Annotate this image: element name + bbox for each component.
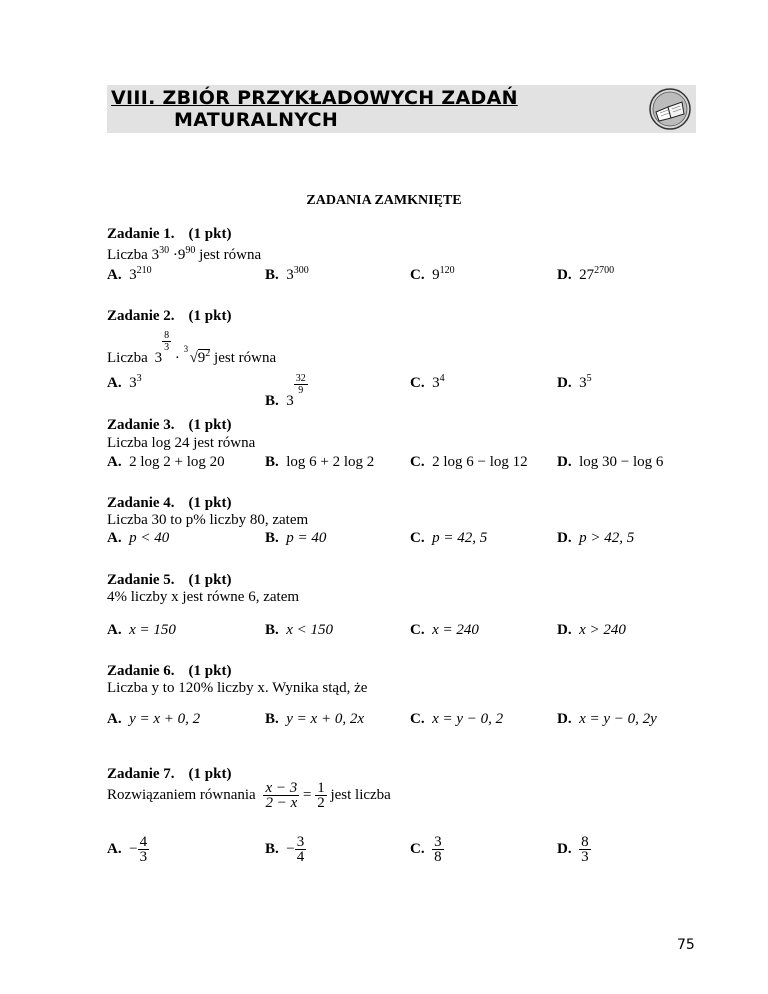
chapter-title-line1: VIII. ZBIÓR PRZYKŁADOWYCH ZADAŃ — [111, 87, 518, 109]
task-2-option-c: C. $3^4$ — [410, 373, 445, 391]
task-1-option-c: C. $9^{120}$ — [410, 265, 455, 283]
task-3-option-b: B. log 6 + 2 log 2 — [265, 454, 375, 470]
task-2-option-d: D. $3^5$ — [557, 373, 592, 391]
task-heading: Zadanie 2. — [107, 308, 175, 324]
section-title: ZADANIA ZAMKNIĘTE — [306, 193, 462, 208]
chapter-title-line2: MATURALNYCH — [174, 109, 339, 131]
task-4-heading — [107, 495, 231, 512]
task-points: (1 pkt) — [188, 495, 232, 511]
task-points: (1 pkt) — [188, 308, 232, 324]
task-4-option-d: D. p > 42, 5 — [557, 530, 635, 546]
open-book-icon — [648, 87, 692, 131]
chapter-banner — [107, 85, 696, 133]
task-points: (1 pkt) — [188, 663, 232, 679]
task-7-option-b: B. − $\frac{3}{4}$ — [265, 834, 305, 865]
task-2-question: Liczba 3 $\frac{8}{3}$ · 3 $√9^2$ jest równa — [107, 330, 277, 366]
task-6-option-d: D. x = y − 0, 2y — [557, 711, 657, 727]
task-points: (1 pkt) — [188, 766, 232, 782]
task-5-option-a: A. x = 150 — [107, 622, 176, 638]
task-heading: Zadanie 1. — [107, 226, 175, 242]
task-5-option-c: C. x = 240 — [410, 622, 479, 638]
task-4-question: Liczba 30 to p% liczby 80, zatem — [107, 512, 309, 528]
task-3-option-d: D. log 30 − log 6 — [557, 454, 664, 470]
page-number: 75 — [677, 937, 695, 953]
task-2-option-b: B. 3 $\frac{32}{9}$ — [265, 373, 306, 409]
task-5-heading — [107, 572, 231, 589]
task-6-heading — [107, 663, 231, 680]
task-6-option-a: A. y = x + 0, 2 — [107, 711, 201, 727]
task-3-heading — [107, 417, 231, 434]
task-7-option-d: D. $\frac{8}{3}$ — [557, 834, 589, 865]
task-7-option-a: A. − $\frac{4}{3}$ — [107, 834, 148, 865]
task-5-question: 4% liczby x jest równe 6, zatem — [107, 589, 300, 605]
task-4-option-c: C. p = 42, 5 — [410, 530, 488, 546]
task-1-option-a: A. $3^{210}$ — [107, 265, 152, 283]
task-5-option-d: D. x > 240 — [557, 622, 626, 638]
task-4-option-a: A. p < 40 — [107, 530, 170, 546]
chapter-title — [111, 87, 518, 131]
task-heading: Zadanie 4. — [107, 495, 175, 511]
task-3-option-c: C. 2 log 6 − log 12 — [410, 454, 528, 470]
task-3-option-a: A. 2 log 2 + log 20 — [107, 454, 225, 470]
task-6-option-c: C. x = y − 0, 2 — [410, 711, 504, 727]
task-1-heading — [107, 226, 231, 243]
task-2-option-a: A. $3^3$ — [107, 373, 142, 391]
task-1-option-d: D. $27^{2700}$ — [557, 265, 615, 283]
task-points: (1 pkt) — [188, 572, 232, 588]
task-4-option-b: B. p = 40 — [265, 530, 327, 546]
task-heading: Zadanie 7. — [107, 766, 175, 782]
task-7-option-c: C. $\frac{3}{8}$ — [410, 834, 442, 865]
task-3-question: Liczba log 24 jest równa — [107, 435, 256, 451]
task-heading: Zadanie 5. — [107, 572, 175, 588]
task-heading: Zadanie 6. — [107, 663, 175, 679]
task-1-question: Liczba $3^{30} \cdot 9^{90}$ jest równa — [107, 245, 262, 263]
task-heading: Zadanie 3. — [107, 417, 175, 433]
task-5-option-b: B. x < 150 — [265, 622, 334, 638]
task-7-question: Rozwiązaniem równania $\frac{x - 3}{2 - x}$ = $\frac{1}{2}$ jest liczba — [107, 780, 391, 811]
task-2-heading — [107, 308, 231, 325]
task-points: (1 pkt) — [188, 226, 232, 242]
task-6-question: Liczba y to 120% liczby x. Wynika stąd, że — [107, 680, 368, 696]
task-1-option-b: B. $3^{300}$ — [265, 265, 309, 283]
task-6-option-b: B. y = x + 0, 2x — [265, 711, 364, 727]
task-points: (1 pkt) — [188, 417, 232, 433]
